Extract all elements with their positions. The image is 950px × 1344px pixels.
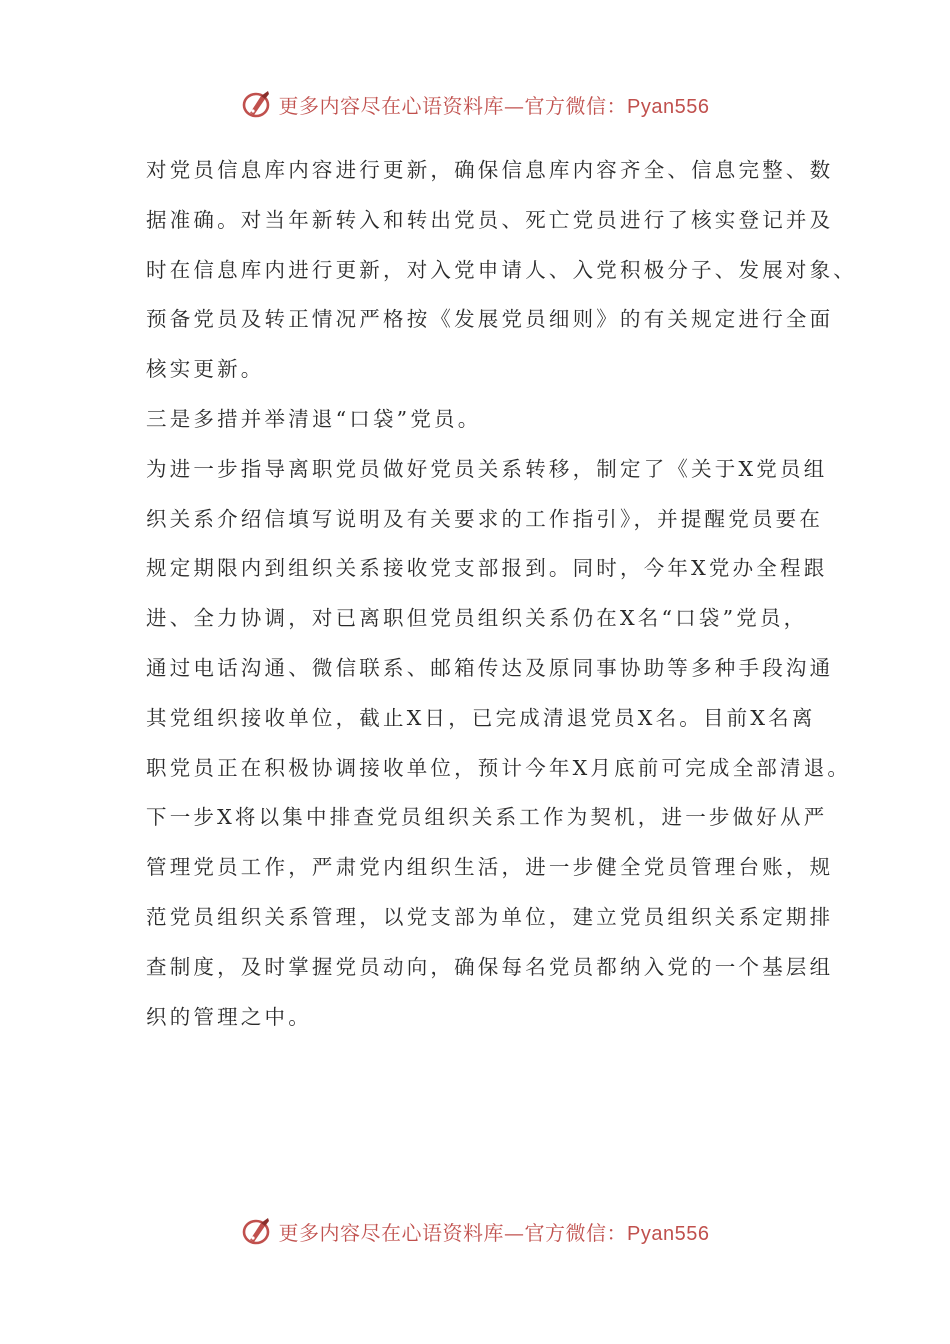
document-body xyxy=(146,146,857,1042)
body-line: 织关系介绍信填写说明及有关要求的工作指引》，并提醒党员要在 xyxy=(146,506,824,531)
body-line: 核实更新。 xyxy=(146,357,265,382)
body-line: 下一步X将以集中排查党员组织关系工作为契机，进一步做好从严 xyxy=(146,805,828,830)
section-heading: 三是多措并举清退“口袋”党员。 xyxy=(146,406,482,431)
pen-nib-logo-icon xyxy=(241,87,275,121)
footer-banner-text: 更多内容尽在心语资料库—官方微信：Pyan556 xyxy=(278,1220,710,1245)
footer-wechat-id: Pyan556 xyxy=(627,1222,710,1245)
footer-banner xyxy=(0,1211,950,1251)
body-line: 织的管理之中。 xyxy=(146,1004,312,1029)
header-wechat-id: Pyan556 xyxy=(627,95,710,118)
pen-nib-logo-icon xyxy=(241,1214,275,1248)
body-line: 其党组织接收单位，截止X日，已完成清退党员X名。目前X名离 xyxy=(146,705,816,730)
body-line: 据准确。对当年新转入和转出党员、死亡党员进行了核实登记并及 xyxy=(146,207,834,232)
body-line: 通过电话沟通、微信联系、邮箱传达及原同事协助等多种手段沟通 xyxy=(146,655,834,680)
body-line: 范党员组织关系管理，以党支部为单位，建立党员组织关系定期排 xyxy=(146,904,834,929)
body-line: 规定期限内到组织关系接收党支部报到。同时，今年X党办全程跟 xyxy=(146,556,828,581)
body-line: 查制度，及时掌握党员动向，确保每名党员都纳入党的一个基层组 xyxy=(146,954,834,979)
body-line: 管理党员工作，严肃党内组织生活，进一步健全党员管理台账，规 xyxy=(146,855,834,880)
header-banner-text: 更多内容尽在心语资料库—官方微信：Pyan556 xyxy=(278,93,710,118)
body-line: 进、全力协调，对已离职但党员组织关系仍在X名“口袋”党员， xyxy=(146,606,808,631)
body-line: 对党员信息库内容进行更新，确保信息库内容齐全、信息完整、数 xyxy=(146,158,834,182)
header-banner xyxy=(0,84,950,124)
body-line: 预备党员及转正情况严格按《发展党员细则》的有关规定进行全面 xyxy=(146,307,834,332)
body-line: 时在信息库内进行更新，对入党申请人、入党积极分子、发展对象、 xyxy=(146,257,857,282)
body-line: 为进一步指导离职党员做好党员关系转移，制定了《关于X党员组 xyxy=(146,456,828,481)
body-line: 职党员正在积极协调接收单位，预计今年X月底前可完成全部清退。 xyxy=(146,755,852,780)
